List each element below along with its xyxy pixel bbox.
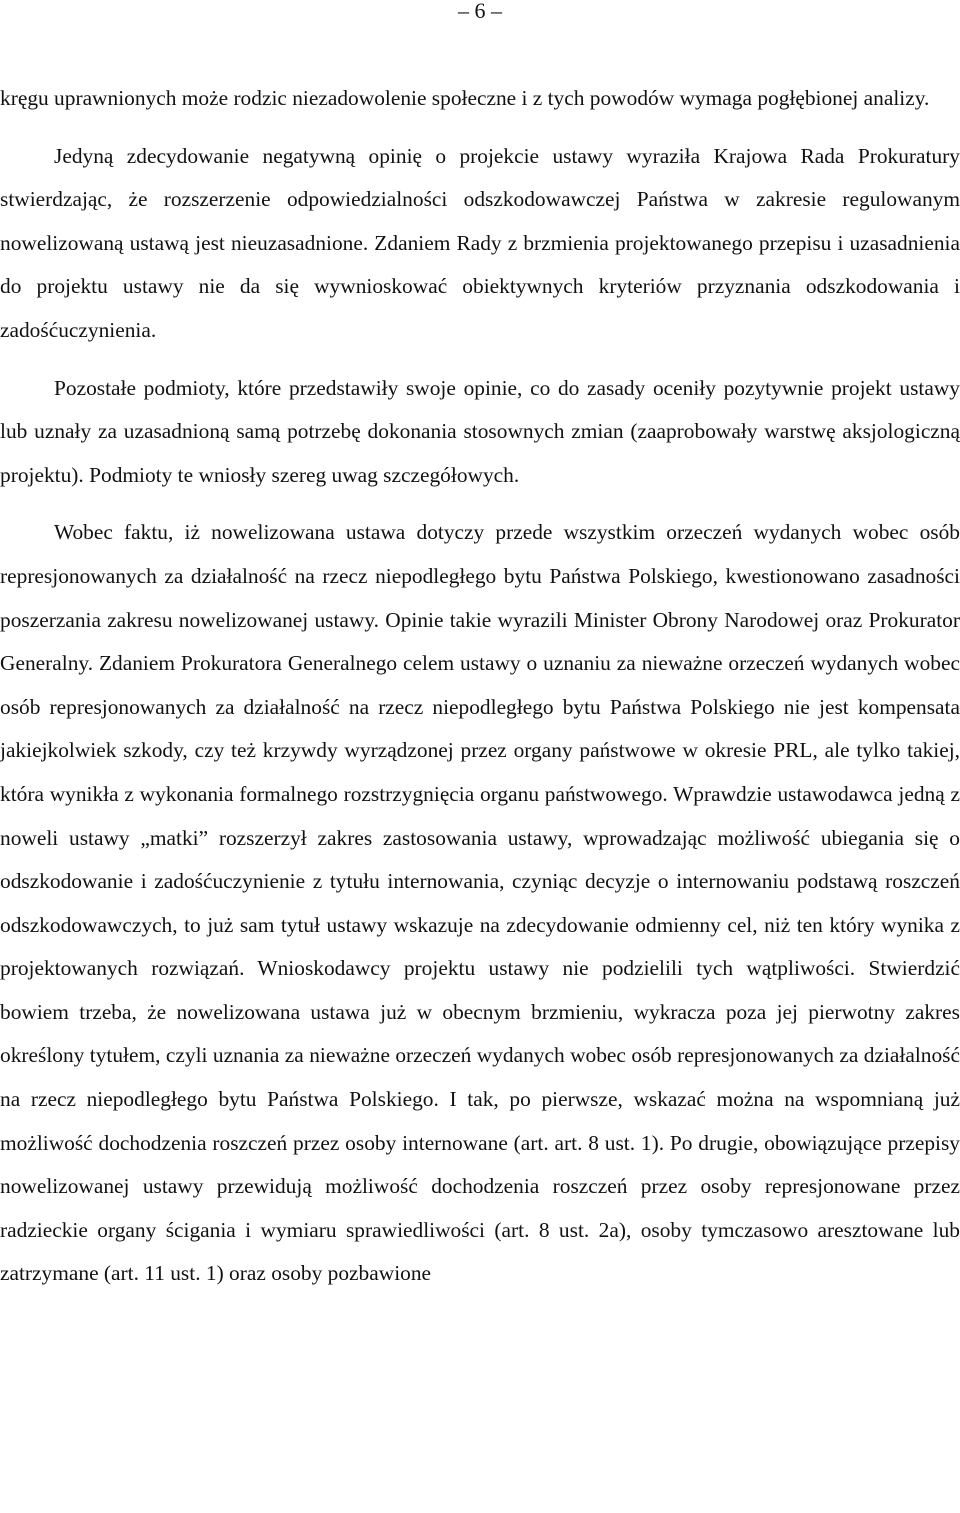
paragraph-krajowa-rada: Jedyną zdecydowanie negatywną opinię o projekcie ustawy wyraziła Krajowa Rada Prokuratury stwierdzając, że rozszerzenie odpowiedzialności odszkodowawczej Państwa w zakresie regulowanym nowelizowaną ustawą jest nieuzasadnione. Zdaniem Rady z brzmienia projektowanego przepisu i uzasadnienia do projektu ustawy nie da się wywnioskować obiektywnych kryteriów przyznania odszkodowania i zadośćuczynienia. <box>0 143 960 342</box>
paragraph-continuation: kręgu uprawnionych może rodzic niezadowolenie społeczne i z tych powodów wymaga pogłębionej analizy. <box>0 86 930 110</box>
paragraph-pozostale-podmioty: Pozostałe podmioty, które przedstawiły swoje opinie, co do zasady oceniły pozytywnie projekt ustawy lub uznały za uzasadnioną samą potrzebę dokonania stosownych zmian (zaaprobowały warstwę aksjologiczną projektu). Podmioty te wniosły szereg uwag szczegółowych. <box>0 375 960 487</box>
document-body <box>0 77 960 1296</box>
page-number: – 6 – <box>458 0 502 23</box>
paragraph-wobec-faktu: Wobec faktu, iż nowelizowana ustawa dotyczy przede wszystkim orzeczeń wydanych wobec osób represjonowanych za działalność na rzecz niepodległego bytu Państwa Polskiego, kwestionowano zasadności poszerzania zakresu nowelizowanej ustawy. Opinie takie wyrazili Minister Obrony Narodowej oraz Prokurator Generalny. Zdaniem Prokuratora Generalnego celem ustawy o uznaniu za nieważne orzeczeń wydanych wobec osób represjonowanych za działalność na rzecz niepodległego bytu Państwa Polskiego nie jest kompensata jakiejkolwiek szkody, czy też krzywdy wyrządzonej przez organy państwowe w okresie PRL, ale tylko takiej, która wynikła z wykonania formalnego rozstrzygnięcia organu państwowego. Wprawdzie ustawodawca jedną z noweli ustawy „matki” rozszerzył zakres zastosowania ustawy, wprowadzając możliwość ubiegania się o odszkodowanie i zadośćuczynienie z tytułu internowania, czyniąc decyzje o internowaniu podstawą roszczeń odszkodowawczych, to już sam tytuł ustawy wskazuje na zdecydowanie odmienny cel, niż ten który wynika z projektowanych rozwiązań. Wnioskodawcy projektu ustawy nie podzielili tych wątpliwości. Stwierdzić bowiem trzeba, że nowelizowana ustawa już w obecnym brzmieniu, wykracza poza jej pierwotny zakres określony tytułem, czyli uznania za nieważne orzeczeń wydanych wobec osób represjonowanych za działalność na rzecz niepodległego bytu Państwa Polskiego. I tak, po pierwsze, wskazać można na wspomnianą już możliwość dochodzenia roszczeń przez osoby internowane (art. art. 8 ust. 1). Po drugie, obowiązujące przepisy nowelizowanej ustawy przewidują możliwość dochodzenia roszczeń przez osoby represjonowane przez radzieckie organy ścigania i wymiaru sprawiedliwości (art. 8 ust. 2a), osoby tymczasowo aresztowane lub zatrzymane (art. 11 ust. 1) oraz osoby pozbawione <box>0 520 960 1286</box>
